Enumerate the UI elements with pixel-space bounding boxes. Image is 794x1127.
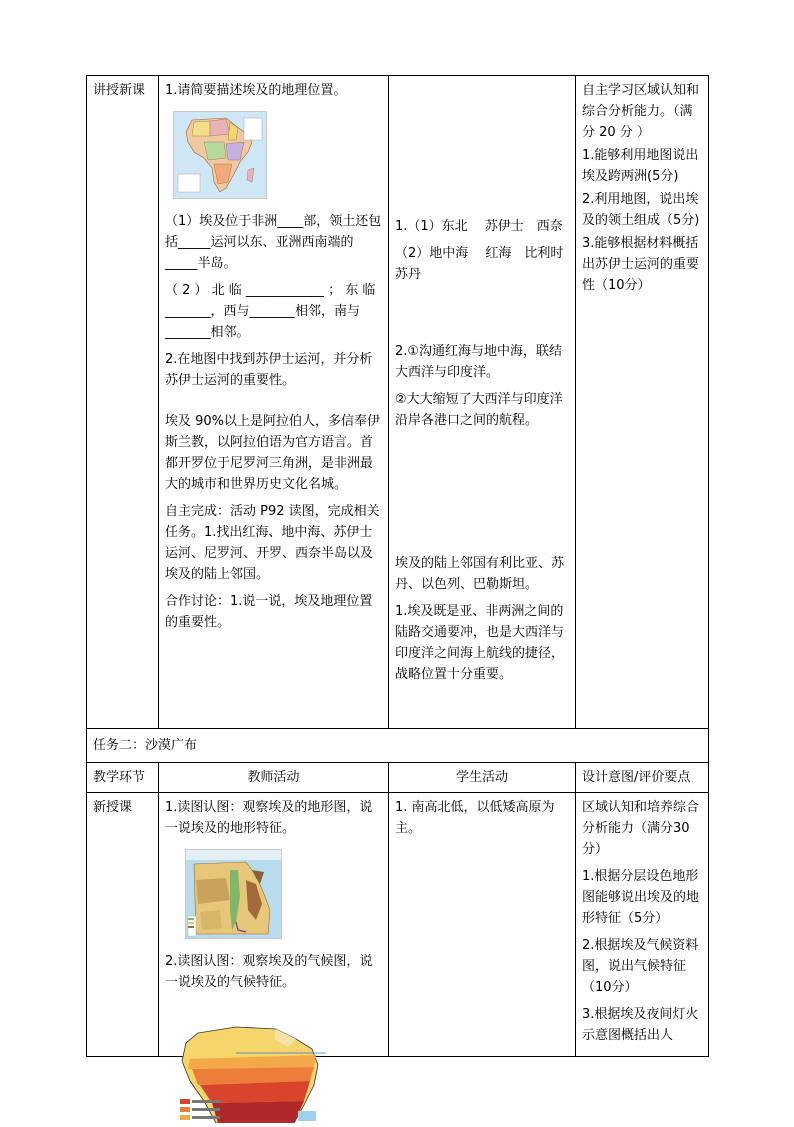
question-2: 2.在地图中找到苏伊士运河，并分析苏伊士运河的重要性。 — [165, 352, 373, 388]
design-item-2: 2.利用地图，说出埃及的领土组成（5分) — [582, 192, 700, 228]
header-stage: 教学环节 — [87, 763, 159, 793]
new-lesson-row — [87, 793, 709, 1057]
egypt-climate-map — [176, 1025, 326, 1123]
svg-text:· · ·: · · · — [296, 1048, 303, 1053]
egypt-background-text: 埃及 90%以上是阿拉伯人，多信奉伊斯兰教，以阿拉伯语为官方语言。首都开罗位于尼罗河三角洲，是非洲最大的城市和世界历史文化名城。 — [165, 414, 381, 492]
design-item-3: 3.根据埃及夜间灯火示意图概括出人 — [582, 1007, 699, 1043]
design-intro: 区域认知和培养综合分析能力（满分30分） — [582, 800, 700, 857]
header-student: 学生活动 — [389, 763, 576, 793]
student-activity-cell — [389, 793, 576, 1057]
importance-answer: 1.埃及既是亚、非两洲之间的陆路交通要冲，也是大西洋与印度洋之间海上航线的捷径，战略位置十分重要。 — [395, 604, 565, 682]
answer-2-1: 2.①沟通红海与地中海，联结大西洋与印度洋。 — [395, 344, 563, 380]
header-row — [87, 763, 709, 793]
teacher-activity-cell — [159, 793, 389, 1057]
spacer — [395, 80, 569, 216]
design-item-1: 1.能够利用地图说出埃及跨两洲(5分) — [582, 148, 699, 184]
teacher-activity-cell — [159, 76, 389, 729]
answer-1: 1. 南高北低，以低矮高原为主。 — [395, 800, 555, 836]
lecture-row — [87, 76, 709, 729]
task-title-row — [87, 729, 709, 763]
answer-2-2: ②大大缩短了大西洋与印度洋沿岸各港口之间的航程。 — [395, 392, 563, 428]
lesson-plan-table — [86, 75, 709, 1057]
spacer — [395, 437, 569, 553]
design-item-2: 2.根据埃及气候资料图，说出气候特征（10分） — [582, 938, 699, 995]
stage-label: 讲授新课 — [93, 83, 146, 98]
stage-label: 新授课 — [93, 800, 133, 815]
stage-cell — [87, 793, 159, 1057]
design-intent-cell — [576, 76, 709, 729]
self-study-task: 自主完成：活动 P92 读图，完成相关任务。1.找出红海、地中海、苏伊士运河、尼罗河、开罗、西奈半岛以及埃及的陆上邻国。 — [165, 504, 380, 582]
student-activity-cell — [389, 76, 581, 729]
egypt-terrain-map — [185, 849, 282, 939]
answer-1-1: 1.（1）东北 苏伊士 西奈 — [395, 219, 563, 234]
design-item-3: 3.能够根据材料概括出苏伊士运河的重要性（10分） — [582, 236, 700, 293]
design-item-1: 1.根据分层设色地形图能够说出埃及的地形特征（5分） — [582, 869, 700, 926]
neighbors-answer: 埃及的陆上邻国有利比亚、苏丹、以色列、巴勒斯坦。 — [395, 556, 565, 592]
header-design: 设计意图/评价要点 — [576, 763, 709, 793]
africa-political-map — [173, 111, 267, 199]
design-intent-cell — [576, 793, 709, 1057]
question-2: 2.读图认图：观察埃及的气候图，说一说埃及的气候特征。 — [165, 954, 373, 990]
task-title-cell — [87, 729, 709, 763]
group-discussion-task: 合作讨论：1.说一说，埃及地理位置的重要性。 — [165, 594, 373, 630]
answer-1-2: （2）地中海 红海 比利时 苏丹 — [395, 246, 581, 282]
question-1: 1.读图认图：观察埃及的地形图，说一说埃及的地形特征。 — [165, 800, 373, 836]
question-1-part-2: （ 2 ） 北 临 ____________ ； 东 临_______，西与_______相邻，南与_______相邻。 — [165, 283, 376, 340]
header-teacher: 教师活动 — [159, 763, 389, 793]
stage-cell — [87, 76, 159, 729]
task-title: 任务二：沙漠广布 — [93, 738, 198, 753]
question-1-part-1: （1）埃及位于非洲____部，领土还包括_____运河以东、亚洲西南端的_____半岛。 — [165, 214, 382, 271]
spacer — [395, 291, 569, 341]
spacer — [165, 397, 382, 411]
question-1: 1.请简要描述埃及的地理位置。 — [165, 83, 347, 98]
design-intro: 自主学习区域认知和综合分析能力。（满分 20 分 ） — [582, 83, 700, 140]
